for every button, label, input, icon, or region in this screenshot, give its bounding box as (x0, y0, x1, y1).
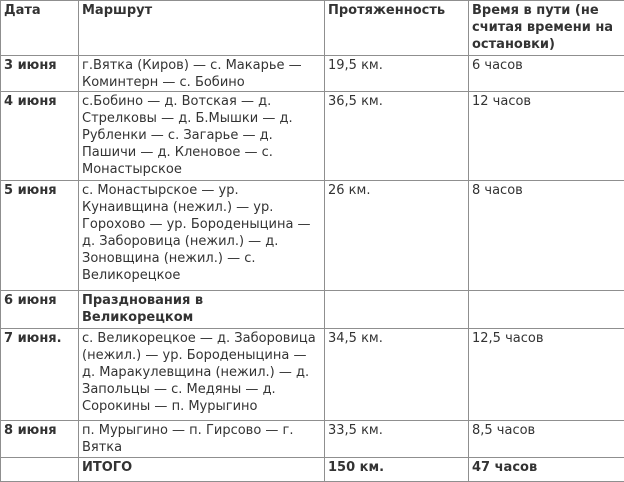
row-length (325, 291, 469, 329)
row-date: 4 июня (1, 92, 79, 181)
header-time: Время в пути (не считая времени на остановки) (469, 1, 624, 56)
total-time: 47 часов (469, 458, 624, 482)
row-time: 12 часов (469, 92, 624, 181)
header-route: Маршрут (79, 1, 325, 56)
table-row (1, 181, 624, 291)
row-date: 5 июня (1, 181, 79, 291)
row-time: 6 часов (469, 56, 624, 92)
total-label: ИТОГО (79, 458, 325, 482)
row-length: 26 км. (325, 181, 469, 291)
row-time: 8 часов (469, 181, 624, 291)
row-time: 12,5 часов (469, 329, 624, 421)
header-length: Протяженность (325, 1, 469, 56)
row-time (469, 291, 624, 329)
table-row (1, 329, 624, 421)
total-row (1, 458, 624, 482)
table-row (1, 291, 624, 329)
row-route: с. Монастырское — ур. Кунаивщина (нежил.) — ур. Горохово — ур. Бороденыцина — д. Заборовица (нежил.) — д. Зоновщина (нежил.) — с. Великорецкое (79, 181, 325, 291)
row-date: 6 июня (1, 291, 79, 329)
row-date: 8 июня (1, 421, 79, 458)
row-route: п. Мурыгино — п. Гирсово — г. Вятка (79, 421, 325, 458)
row-length: 34,5 км. (325, 329, 469, 421)
table-row (1, 421, 624, 458)
row-route: Празднования в Великорецком (79, 291, 325, 329)
table-row (1, 56, 624, 92)
row-date: 7 июня. (1, 329, 79, 421)
row-route: г.Вятка (Киров) — с. Макарье — Коминтерн — с. Бобино (79, 56, 325, 92)
table-row (1, 92, 624, 181)
row-route: с. Великорецкое — д. Заборовица (нежил.) — ур. Бороденыцина — д. Маракулевщина (нежил.) — д. Запольцы — с. Медяны — д. Сорокины — п. Мурыгино (79, 329, 325, 421)
total-date (1, 458, 79, 482)
row-length: 36,5 км. (325, 92, 469, 181)
total-length: 150 км. (325, 458, 469, 482)
header-date: Дата (1, 1, 79, 56)
row-route: с.Бобино — д. Вотская — д. Стрелковы — д. Б.Мышки — д. Рубленки — с. Загарье — д. Пашичи — д. Кленовое — с. Монастырское (79, 92, 325, 181)
row-length: 19,5 км. (325, 56, 469, 92)
row-date: 3 июня (1, 56, 79, 92)
table-header-row (1, 1, 624, 56)
row-time: 8,5 часов (469, 421, 624, 458)
row-length: 33,5 км. (325, 421, 469, 458)
